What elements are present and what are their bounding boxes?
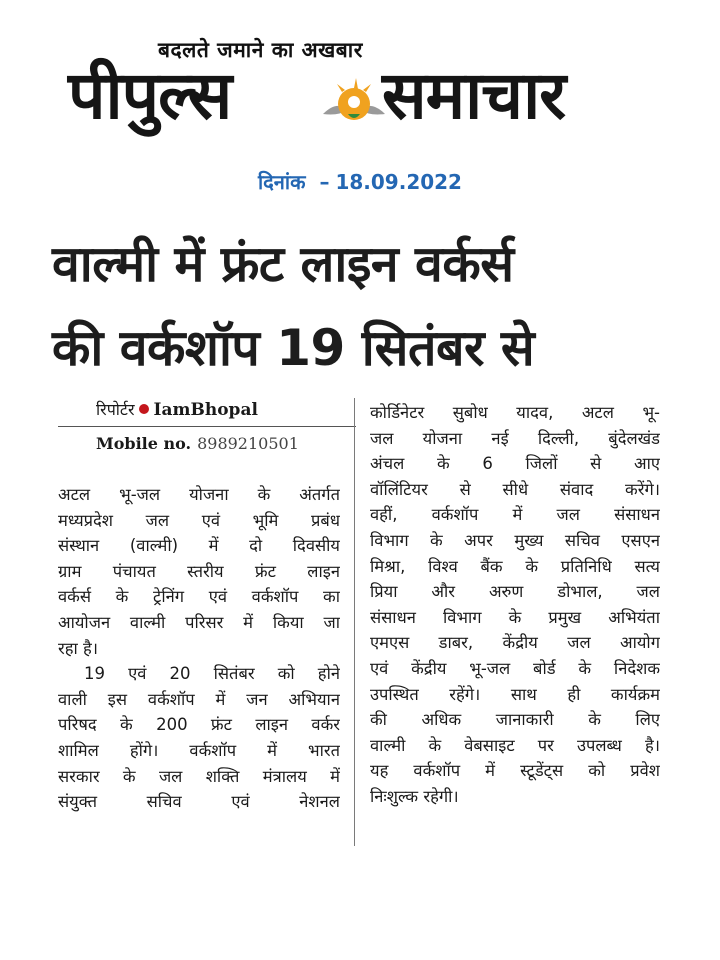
- date-separator: –: [319, 170, 330, 194]
- column-divider: [354, 398, 355, 846]
- headline-line-2: की वर्कशॉप 19 सितंबर से: [52, 319, 535, 377]
- byline-mobile-row: [96, 434, 336, 453]
- mobile-number: 8989210501: [197, 434, 299, 453]
- text-line: वाल्मी के वेबसाइट पर उपलब्ध है।: [370, 735, 660, 755]
- text-line: रहा है।: [58, 638, 99, 658]
- text-line: ग्राम पंचायत स्तरीय फ्रंट लाइन: [58, 561, 340, 581]
- text-line: एमएस डाबर, केंद्रीय जल आयोग: [370, 633, 660, 653]
- text-line: वॉलिंटियर से सीधे संवाद करेंगे।: [370, 479, 660, 499]
- text-line: संसाधन विभाग के प्रमुख अभियंता: [370, 607, 660, 627]
- text-line: विभाग के अपर मुख्य सचिव एसएन: [370, 530, 660, 550]
- text-line: यह वर्कशॉप में स्टूडेंट्स को प्रवेश: [370, 761, 660, 781]
- dateline: [0, 168, 720, 195]
- text-line: शामिल होंगे। वर्कशॉप में भारत: [58, 740, 340, 760]
- article-column-right: [370, 400, 660, 810]
- masthead-tagline: बदलते जमाने का अखबार: [158, 38, 363, 62]
- text-line: उपस्थित रहेंगे। साथ ही कार्यक्रम: [370, 684, 660, 704]
- mobile-label: Mobile no.: [96, 434, 192, 453]
- reporter-brand: IamBhopal: [153, 400, 258, 420]
- byline-reporter-row: [96, 398, 336, 420]
- text-line: 19 एवं 20 सितंबर को होने: [84, 664, 340, 684]
- text-line: वर्कर्स के ट्रेनिंग एवं वर्कशॉप का: [58, 587, 340, 607]
- text-line: प्रिया और अरुण डोभाल, जल: [370, 582, 660, 602]
- text-line: निःशुल्क रहेगी।: [370, 786, 459, 806]
- date-value: 18.09.2022: [335, 170, 462, 194]
- text-line: कोर्डिनेटर सुबोध यादव, अटल भू-: [370, 403, 660, 422]
- text-line: एवं केंद्रीय भू-जल बोर्ड के निदेशक: [370, 658, 660, 678]
- text-line: अंचल के 6 जिलों से आए: [370, 454, 660, 474]
- date-label: दिनांक: [258, 170, 306, 194]
- byline-divider: [58, 426, 356, 427]
- newspaper-name: [60, 54, 660, 138]
- newspaper-name-part1: पीपुल्स: [68, 57, 232, 134]
- newspaper-masthead: [60, 28, 660, 138]
- byline: [96, 398, 336, 453]
- text-line: जल योजना नई दिल्ली, बुंदेलखंड: [370, 428, 660, 448]
- newspaper-logo-icon: [317, 70, 391, 142]
- text-line: की अधिक जानाकारी के लिए: [370, 710, 660, 730]
- text-line: अटल भू-जल योजना के अंतर्गत: [58, 485, 340, 504]
- text-line: वाली इस वर्कशॉप में जन अभियान: [58, 689, 340, 709]
- text-line: वहीं, वर्कशॉप में जल संसाधन: [370, 505, 660, 525]
- red-dot-icon: [139, 404, 149, 414]
- text-line: आयोजन वाल्मी परिसर में किया जा: [58, 612, 340, 632]
- text-line: परिषद के 200 फ्रंट लाइन वर्कर: [58, 715, 340, 735]
- text-line: संस्थान (वाल्मी) में दो दिवसीय: [58, 536, 340, 556]
- text-line: सरकार के जल शक्ति मंत्रालय में: [58, 766, 340, 786]
- article-column-left: [58, 482, 340, 815]
- headline-line-1: वाल्मी में फ्रंट लाइन वर्कर्स: [52, 235, 514, 293]
- newspaper-name-part2: समाचार: [382, 57, 566, 134]
- reporter-label: रिपोर्टर: [96, 400, 135, 419]
- text-line: संयुक्त सचिव एवं नेशनल: [58, 792, 340, 812]
- article-headline: [52, 222, 672, 390]
- text-line: मध्यप्रदेश जल एवं भूमि प्रबंध: [58, 510, 340, 530]
- text-line: मिश्रा, विश्व बैंक के प्रतिनिधि सत्य: [370, 556, 660, 576]
